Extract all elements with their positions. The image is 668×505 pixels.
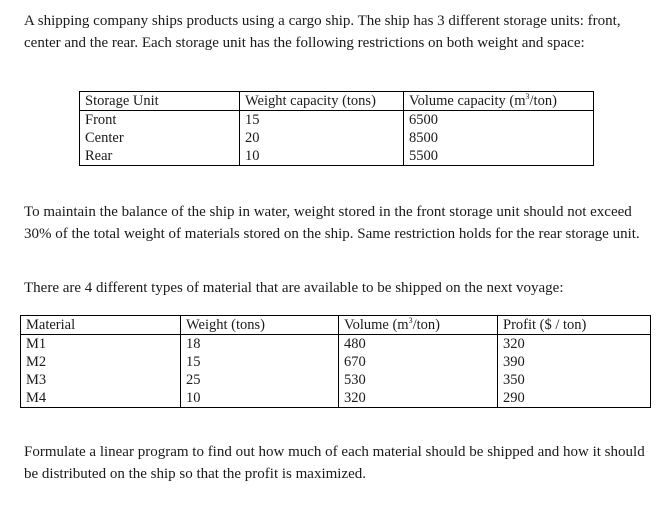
volume-capacity-cell: 8500 <box>404 129 594 147</box>
volume-cell: 480 <box>339 335 498 354</box>
header-volume <box>339 316 498 335</box>
task-paragraph: Formulate a linear program to find out how much of each material should be shipped and how it should be distributed on the ship so that the profit is maximized. <box>24 444 645 482</box>
header-weight-capacity: Weight capacity (tons) <box>240 92 404 111</box>
storage-unit-table <box>79 91 594 166</box>
table-header-row <box>21 316 651 335</box>
header-storage-unit: Storage Unit <box>80 92 240 111</box>
header-volume-suffix: /ton) <box>412 317 440 333</box>
header-volume-capacity-prefix: Volume capacity (m <box>409 93 526 109</box>
material-cell: M1 <box>21 335 181 354</box>
volume-cell: 320 <box>339 389 498 408</box>
volume-cell: 670 <box>339 353 498 371</box>
profit-cell: 290 <box>498 389 651 408</box>
profit-cell: 390 <box>498 353 651 371</box>
intro-paragraph: A shipping company ships products using a cargo ship. The ship has 3 different storage units: front, center and the rear. Each storage unit has the following restrictions on both weight and space: <box>24 13 621 51</box>
storage-unit-cell: Front <box>80 111 240 130</box>
weight-capacity-cell: 15 <box>240 111 404 130</box>
table-header-row <box>80 92 594 111</box>
header-volume-prefix: Volume (m <box>344 317 409 333</box>
header-profit: Profit ($ / ton) <box>498 316 651 335</box>
material-cell: M4 <box>21 389 181 408</box>
header-volume-capacity <box>404 92 594 111</box>
volume-capacity-cell: 6500 <box>404 111 594 130</box>
weight-cell: 25 <box>181 371 339 389</box>
balance-constraint-paragraph: To maintain the balance of the ship in water, weight stored in the front storage unit should not exceed 30% of the total weight of materials stored on the ship. Same restriction holds for the rear storage unit. <box>24 204 640 242</box>
weight-cell: 15 <box>181 353 339 371</box>
table-row <box>21 371 651 389</box>
storage-unit-cell: Center <box>80 129 240 147</box>
profit-cell: 350 <box>498 371 651 389</box>
material-cell: M3 <box>21 371 181 389</box>
volume-cell: 530 <box>339 371 498 389</box>
table-row <box>21 353 651 371</box>
superscript-exponent: 3 <box>408 316 413 325</box>
superscript-exponent: 3 <box>525 92 530 101</box>
storage-unit-cell: Rear <box>80 147 240 166</box>
table-row <box>80 147 594 166</box>
table-row <box>80 111 594 130</box>
materials-intro-paragraph: There are 4 different types of material that are available to be shipped on the next voyage: <box>24 280 564 296</box>
header-volume-capacity-suffix: /ton) <box>529 93 557 109</box>
volume-capacity-cell: 5500 <box>404 147 594 166</box>
weight-capacity-cell: 20 <box>240 129 404 147</box>
material-table <box>20 315 651 408</box>
weight-capacity-cell: 10 <box>240 147 404 166</box>
table-row <box>21 335 651 354</box>
material-cell: M2 <box>21 353 181 371</box>
header-weight: Weight (tons) <box>181 316 339 335</box>
weight-cell: 10 <box>181 389 339 408</box>
header-material: Material <box>21 316 181 335</box>
profit-cell: 320 <box>498 335 651 354</box>
table-row <box>80 129 594 147</box>
weight-cell: 18 <box>181 335 339 354</box>
table-row <box>21 389 651 408</box>
